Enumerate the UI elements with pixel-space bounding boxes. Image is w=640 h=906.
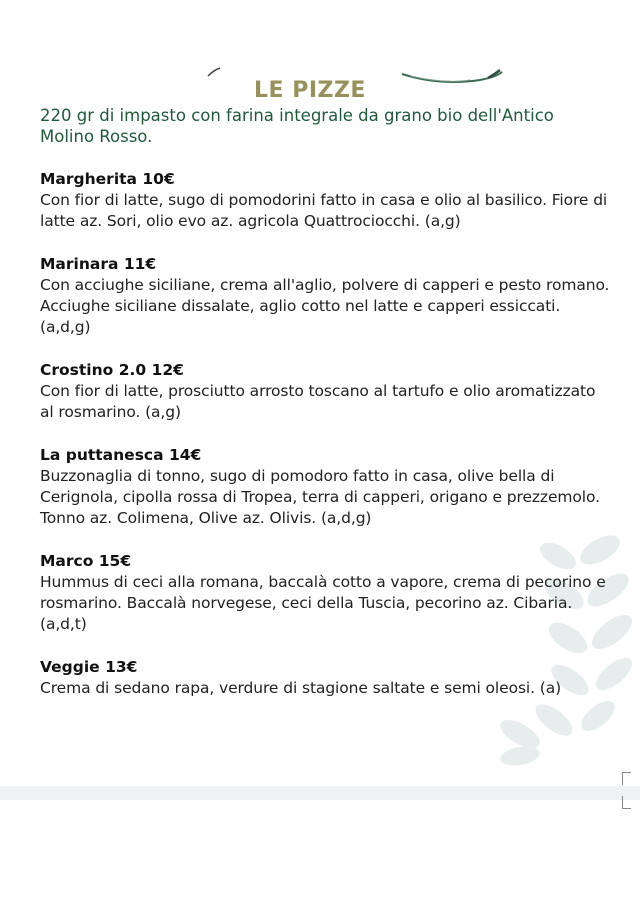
menu-item [40, 168, 610, 232]
menu-item-description: Con acciughe siciliane, crema all'aglio, polvere di capperi e pesto romano. Acciughe siciliane dissalate, aglio cotto nel latte e capperi essiccati. (a,d,g) [40, 276, 610, 336]
menu-item [40, 656, 610, 699]
menu-item-name: Veggie 13€ [40, 658, 138, 676]
menu-item-name: Margherita 10€ [40, 170, 175, 188]
menu-item-description: Con fior di latte, prosciutto arrosto toscano al tartufo e olio aromatizzato al rosmarino. (a,g) [40, 382, 596, 421]
crop-mark-icon [622, 772, 631, 785]
menu-item [40, 359, 610, 423]
menu-item-description: Crema di sedano rapa, verdure di stagione saltate e semi oleosi. (a) [40, 679, 562, 697]
menu-item-name: La puttanesca 14€ [40, 446, 202, 464]
menu-item-name: Marinara 11€ [40, 255, 157, 273]
menu-item-name: Marco 15€ [40, 552, 132, 570]
logo-ornament-icon [0, 0, 640, 90]
next-page [0, 800, 640, 906]
crop-mark-icon [622, 796, 631, 809]
menu-item [40, 550, 610, 635]
menu-item [40, 253, 610, 338]
menu-item-description: Buzzonaglia di tonno, sugo di pomodoro fatto in casa, olive bella di Cerignola, cipolla rossa di Tropea, terra di capperi, origano e prezzemolo. Tonno az. Colimena, Olive az. Olivis. (a,d,g) [40, 467, 600, 527]
menu-item-description: Con fior di latte, sugo di pomodorini fatto in casa e olio al basilico. Fiore di latte az. Sori, olio evo az. agricola Quattrociocchi. (a,g) [40, 191, 608, 230]
page-title: LE PIZZE [254, 78, 366, 103]
menu-item [40, 444, 610, 529]
menu-item-name: Crostino 2.0 12€ [40, 361, 184, 379]
menu-item-description: Hummus di ceci alla romana, baccalà cotto a vapore, crema di pecorino e rosmarino. Baccalà norvegese, ceci della Tuscia, pecorino az. Cibaria. (a,d,t) [40, 573, 606, 633]
intro-text: 220 gr di impasto con farina integrale da grano bio dell'Antico Molino Rosso. [40, 106, 554, 146]
menu-list [40, 168, 610, 720]
page-separator [0, 786, 640, 800]
